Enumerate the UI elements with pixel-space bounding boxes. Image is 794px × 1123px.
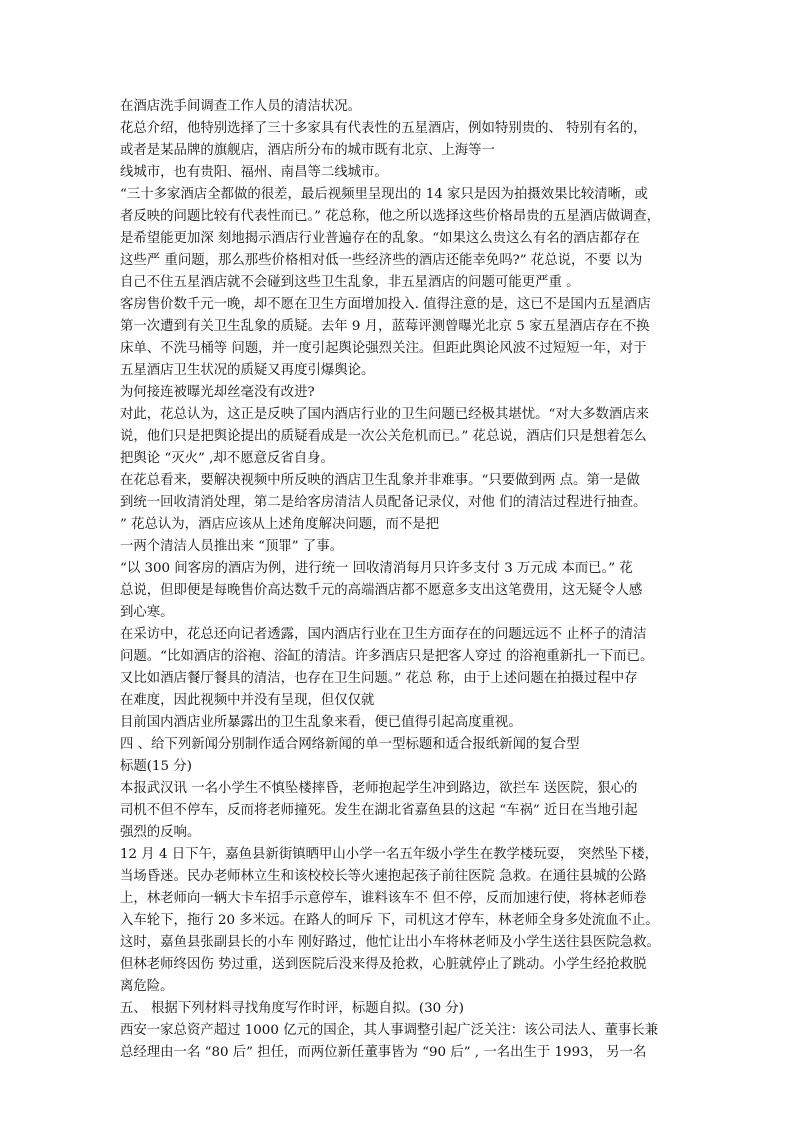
text-line: ” 花总认为，酒店应该从上述角度解决问题，而不是把 — [120, 517, 440, 532]
text-line: 客房售价数千元一晚，却不愿在卫生方面增加投入. 值得注意的是，这已不是国内五星酒店 — [120, 297, 651, 312]
text-line: 西安一家总资产超过 1000 亿元的国企，其人事调整引起广泛关注：该公司法人、董事长兼 — [120, 1023, 659, 1038]
text-line: 五、 根据下列材料寻找角度写作时评，标题自拟。(30 分) — [120, 1001, 464, 1016]
text-line: 到心寒。 — [120, 605, 174, 620]
text-line: 说，他们只是把舆论提出的质疑看成是一次公关危机而已。” 花总说，酒店们只是想着怎么 — [120, 429, 647, 444]
text-line: 是希望能更加深 刻地揭示酒店行业普遍存在的乱象。“如果这么贵这么有名的酒店都存在 — [120, 231, 640, 246]
text-line: 又比如酒店餐厅餐具的清洁，也存在卫生问题。” 花总 称，由于上述问题在拍摄过程中存 — [120, 671, 638, 686]
text-line: 目前国内酒店业所暴露出的卫生乱象来看，便已值得引起高度重视。 — [120, 715, 522, 730]
text-line: 标题(15 分) — [120, 759, 192, 774]
text-line: 者反映的问题比较有代表性而已。” 花总称，他之所以选择这些价格昂贵的五星酒店做调查， — [120, 209, 661, 224]
text-line: 在难度，因此视频中并没有呈现，但仅仅就 — [120, 693, 375, 708]
text-line: 当场昏迷。民办老师林立生和该校校长等火速抱起孩子前往医院 急救。在通往县城的公路 — [120, 869, 647, 884]
text-line: 总说，但即便是每晚售价高达数千元的高端酒店都不愿意多支出这笔费用，这无疑令人感 — [120, 583, 643, 598]
text-line: 离危险。 — [120, 979, 174, 994]
text-line: 在花总看来，要解决视频中所反映的酒店卫生乱象并非难事。“只要做到两 点。第一是做 — [120, 473, 640, 488]
text-line: 第一次遭到有关卫生乱象的质疑。去年 9 月，蓝莓评测曾曝光北京 5 家五星酒店存在不换 — [120, 319, 650, 334]
text-line: 入车轮下，拖行 20 多米远。在路人的呵斥 下，司机这才停车，林老师全身多处流血不止。 — [120, 913, 659, 928]
text-line: 12 月 4 日下午，嘉鱼县新街镇晒甲山小学一名五年级小学生在教学楼玩耍， 突然坠下楼， — [120, 847, 659, 862]
text-line: “以 300 间客房的酒店为例，进行统一 回收清消每月只许多支付 3 万元成 本而已。” 花 — [120, 561, 633, 576]
text-line: 在采访中，花总还向记者透露，国内酒店行业在卫生方面存在的问题远远不 止杯子的清洁 — [120, 627, 647, 642]
text-line: 总经理由一名 “80 后” 担任，而两位新任董事皆为 “90 后” , 一名出生于 1993， 另一名 — [120, 1045, 647, 1060]
text-line: 花总介绍，他特别选择了三十多家具有代表性的五星酒店，例如特别贵的、 特别有名的， — [120, 121, 647, 136]
text-line: 强烈的反响。 — [120, 825, 201, 840]
text-line: 上，林老师向一辆大卡车招手示意停车，谁料该车不 但不停，反而加速行使，将林老师卷 — [120, 891, 647, 906]
text-line: 或者是某品牌的旗舰店，酒店所分布的城市既有北京、上海等一 — [120, 143, 495, 158]
text-line: 对此，花总认为，这正是反映了国内酒店行业的卫生问题已经极其堪忧。“对大多数酒店来 — [120, 407, 650, 422]
text-line: 四 、给下列新闻分别制作适合网络新闻的单一型标题和适合报纸新闻的复合型 — [120, 737, 580, 752]
text-line: “三十多家酒店全都做的很差，最后视频里呈现出的 14 家只是因为拍摄效果比较清晰，或 — [120, 187, 648, 202]
text-line: 一两个清洁人员推出来 “顶罪” 了事。 — [120, 539, 344, 554]
text-line: 这时，嘉鱼县张副县长的小车 刚好路过，他忙让出小车将林老师及小学生送往县医院急救。 — [120, 935, 660, 950]
text-line: 本报武汉讯 一名小学生不慎坠楼摔昏，老师抱起学生冲到路边，欲拦车 送医院，狠心的 — [120, 781, 638, 796]
text-line: 这些严 重问题，那么那些价格相对低一些经济些的酒店还能幸免吗?” 花总说，不要 以为 — [120, 253, 643, 268]
text-line: 床单、不洗马桶等 问题，并一度引起舆论强烈关注。但距此舆论风波不过短短一年，对于 — [120, 341, 647, 356]
text-line: 自己不住五星酒店就不会碰到这些卫生乱象，非五星酒店的问题可能更严重 。 — [120, 275, 580, 290]
text-line: 在酒店洗手间调查工作人员的清洁状况。 — [120, 99, 362, 114]
text-line: 为何接连被曝光却丝毫没有改进? — [120, 385, 315, 400]
text-line: 把舆论 “灭火” ,却不愿意反省自身。 — [120, 451, 334, 466]
text-line: 司机不但不停车，反而将老师撞死。发生在湖北省嘉鱼县的这起 “车祸” 近日在当地引起 — [120, 803, 638, 818]
text-line: 但林老师终因伤 势过重，送到医院后没来得及抢救，心脏就停止了跳动。小学生经抢救脱 — [120, 957, 647, 972]
text-line: 到统一回收清消处理，第二是给客房清洁人员配备记录仪，对他 们的清洁过程进行抽查。 — [120, 495, 647, 510]
text-line: 五星酒店卫生状况的质疑又再度引爆舆论。 — [120, 363, 375, 378]
text-line: 线城市，也有贵阳、福州、南昌等二线城市。 — [120, 165, 388, 180]
text-line: 问题。“比如酒店的浴袍、浴缸的清洁。许多酒店只是把客人穿过 的浴袍重新扎一下而已。 — [120, 649, 654, 664]
